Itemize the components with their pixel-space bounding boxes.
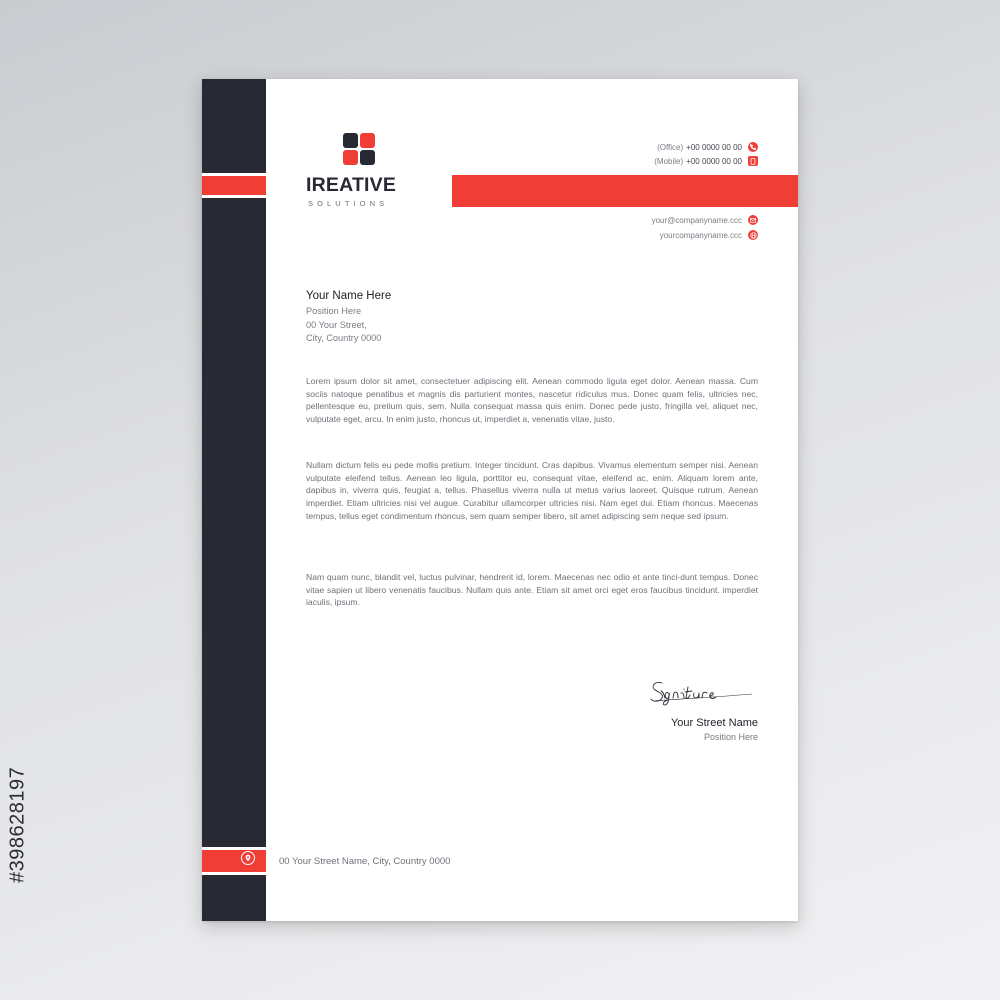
mobile-number: +00 0000 00 00 bbox=[686, 156, 742, 166]
recipient-name: Your Name Here bbox=[306, 290, 392, 302]
body-paragraph-3: Nam quam nunc, blandit vel, luctus pulvinar, hendrerit id, lorem. Maecenas nec odio et ante tinci-dunt tempus. Donec vitae sapien ut libero venenatis faucibus. Nullam quis ante. Etiam sit amet orci eget eros faucibus tincidunt. imperdiet iaculis, ipsum. bbox=[306, 572, 758, 608]
body-paragraph-2: Nullam dictum felis eu pede mollis pretium. Integer tincidunt. Cras dapibus. Vivamus elementum semper nisi. Aenean vulputate eleifend tellus. Aenean leo ligula, porttitor eu, consequat vitae, eleifend ac, enim. Aliquam lorem ante, dapibus in, viverra quis, feugiat a, tellus. Phasellus viverra nulla ut metus varius laoreet. Quisque rutrum. Aenean imperdiet. Etiam ultricies nisi vel augue. Curabitur ullamcorper ultricies nisi. Nam eget dui. Etiam rhoncus. Maecenas tempus, tellus eget condimentum rhoncus, sem quam semper libero, sit amet adipiscing sem neque sed ipsum. bbox=[306, 460, 758, 521]
phone-icon bbox=[748, 142, 758, 152]
globe-icon bbox=[748, 230, 758, 240]
company-logo-icon bbox=[343, 133, 375, 165]
office-label: (Office) bbox=[657, 142, 684, 152]
signature-image bbox=[648, 677, 758, 707]
body-paragraph-1: Lorem ipsum dolor sit amet, consectetuer adipiscing elit. Aenean commodo ligula eget dolor. Aenean massa. Cum sociis natoque penatibus et magnis dis parturient montes, nascetur ridiculus mus. Donec quam felis, ultricies nec, pellentesque eu, pretium quis, sem. Nulla consequat massa quis enim. Donec pede justo, fringilla vel, aliquet nec, vulputate eget, arcu. In enim justo, rhoncus ut, imperdiet a, venenatis vitae, justo. bbox=[306, 376, 758, 425]
footer-address: 00 Your Street Name, City, Country 0000 bbox=[279, 856, 451, 867]
signer-position: Position Here bbox=[703, 732, 758, 742]
company-tagline: SOLUTIONS bbox=[308, 199, 389, 208]
email-icon bbox=[748, 215, 758, 225]
email-text: your@companyname.ccc bbox=[651, 215, 742, 225]
letterhead-page bbox=[202, 79, 798, 921]
left-side-bar bbox=[202, 79, 266, 921]
email-contact bbox=[652, 215, 758, 225]
side-accent-band-top bbox=[202, 173, 266, 198]
website-contact bbox=[660, 230, 758, 240]
mobile-phone bbox=[654, 156, 758, 166]
stock-id-watermark: #398628197 bbox=[6, 766, 29, 884]
recipient-street: 00 Your Street, bbox=[306, 319, 367, 330]
recipient-block bbox=[306, 289, 391, 346]
company-name: IREATIVE bbox=[306, 174, 397, 196]
mobile-label: (Mobile) bbox=[654, 156, 684, 166]
recipient-city: City, Country 0000 bbox=[306, 333, 382, 343]
mobile-icon bbox=[748, 156, 758, 166]
location-pin-icon bbox=[241, 851, 255, 865]
side-accent-band-bottom bbox=[202, 847, 266, 875]
website-text: yourcompanyname.ccc bbox=[659, 230, 742, 240]
header-accent-bar bbox=[452, 175, 798, 207]
signer-name: Your Street Name bbox=[670, 717, 758, 729]
recipient-position: Position Here bbox=[306, 306, 362, 316]
office-number: +00 0000 00 00 bbox=[686, 142, 742, 152]
signer-block bbox=[671, 716, 758, 744]
office-phone bbox=[657, 142, 758, 152]
